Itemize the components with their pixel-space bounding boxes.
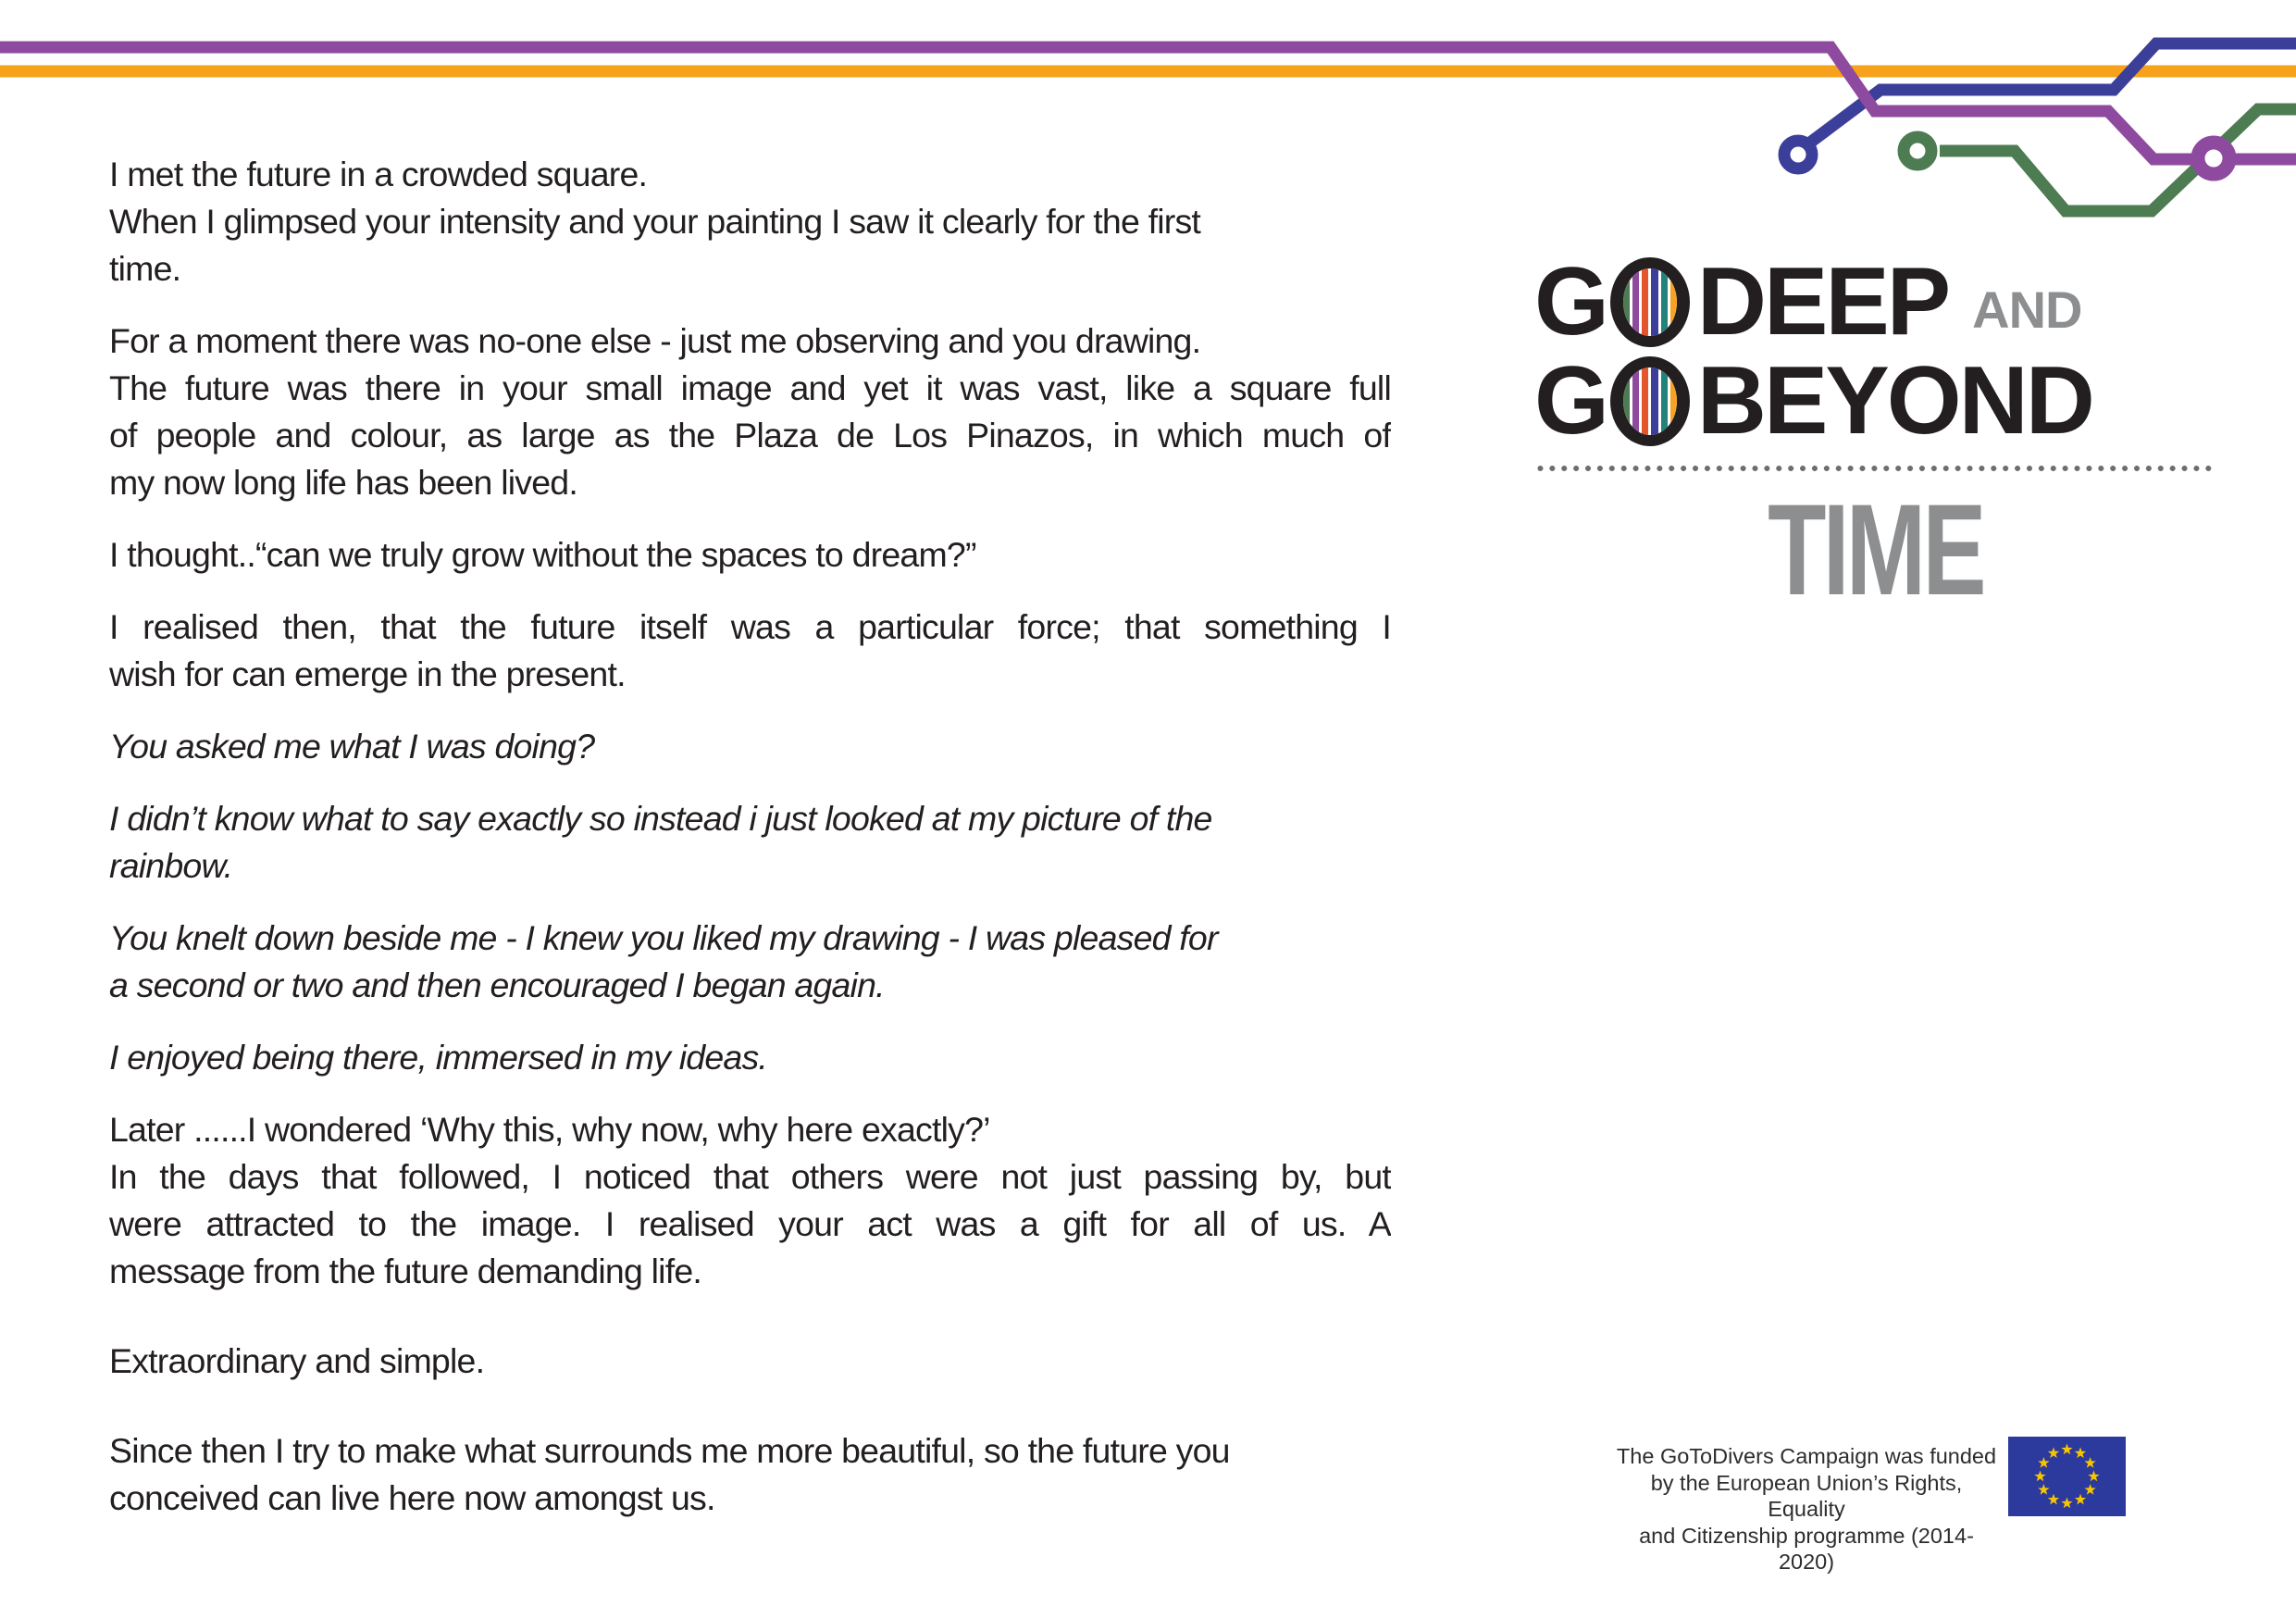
paragraph — [109, 795, 1391, 890]
blue-station-marker — [1784, 141, 1812, 168]
paragraph — [109, 915, 1391, 1009]
purple-station-marker — [2198, 143, 2229, 174]
text-line: You knelt down beside me - I knew you liked my drawing - I was pleased for — [109, 918, 1218, 957]
logo-subtitle-time: TIME — [1768, 477, 1983, 622]
logo-letter-g: G — [1534, 248, 1607, 355]
logo-line-1 — [1534, 248, 2216, 355]
funding-line: The GoToDivers Campaign was funded — [1616, 1444, 1997, 1468]
text-line: conceived can live here now amongst us. — [109, 1478, 715, 1517]
text-line: a second or two and then encouraged I began again. — [109, 965, 885, 1004]
text-line: time. — [109, 249, 181, 288]
text-line: You asked me what I was doing? — [109, 727, 595, 766]
eu-flag — [2008, 1437, 2126, 1516]
logo-word-and: AND — [1972, 280, 2082, 339]
text-line: Later ......I wondered ‘Why this, why now, why here exactly?’ — [109, 1110, 990, 1149]
paragraph — [109, 151, 1391, 293]
text-line: rainbow. — [109, 846, 233, 885]
text-line: wish for can emerge in the present. — [109, 654, 626, 693]
green-station-marker — [1904, 137, 1931, 165]
story-text — [109, 151, 1391, 1547]
text-line: When I glimpsed your intensity and your painting I saw it clearly for the first — [109, 202, 1201, 241]
paragraph — [109, 1106, 1391, 1295]
text-line: In the days that followed, I noticed that others were not just passing by, but — [109, 1157, 1391, 1196]
text-line: message from the future demanding life. — [109, 1252, 701, 1290]
funding-note — [1612, 1443, 2001, 1575]
paragraph — [109, 531, 1391, 579]
purple-line — [0, 47, 2296, 159]
text-line: I enjoyed being there, immersed in my ideas. — [109, 1038, 768, 1077]
logo-letter-g: G — [1534, 347, 1607, 455]
logo-line-2 — [1534, 347, 2216, 455]
logo-word-deep: DEEP — [1696, 248, 1949, 355]
rainbow-o-icon — [1610, 257, 1690, 347]
text-line: of people and colour, as large as the Plaza de Los Pinazos, in which much of — [109, 416, 1391, 455]
paragraph — [109, 604, 1391, 698]
dotted-divider — [1534, 465, 2215, 472]
text-line: I met the future in a crowded square. — [109, 155, 648, 193]
text-line: I realised then, that the future itself was a particular force; that something I — [109, 607, 1391, 646]
logo-word-beyond: BEYOND — [1696, 347, 2092, 455]
rainbow-o-icon — [1610, 356, 1690, 446]
text-line: I thought..“can we truly grow without the spaces to dream?” — [109, 535, 976, 574]
text-line: For a moment there was no-one else - just me observing and you drawing. — [109, 321, 1201, 360]
text-line: I didn’t know what to say exactly so instead i just looked at my picture of the — [109, 799, 1212, 838]
funding-line: by the European Union’s Rights, Equality — [1650, 1470, 1963, 1521]
text-line: Extraordinary and simple. — [109, 1341, 485, 1380]
paragraph — [109, 1338, 1391, 1385]
funding-line: and Citizenship programme (2014-2020) — [1639, 1523, 1974, 1574]
text-line: my now long life has been lived. — [109, 463, 577, 502]
blue-line — [1806, 44, 2296, 145]
paragraph — [109, 318, 1391, 506]
text-line: Since then I try to make what surrounds me more beautiful, so the future you — [109, 1431, 1230, 1470]
paragraph — [109, 723, 1391, 770]
paragraph — [109, 1034, 1391, 1081]
campaign-logo — [1534, 248, 2216, 622]
text-line: were attracted to the image. I realised your act was a gift for all of us. A — [109, 1204, 1391, 1243]
text-line: The future was there in your small image and yet it was vast, like a square full — [109, 368, 1391, 407]
paragraph — [109, 1427, 1391, 1522]
